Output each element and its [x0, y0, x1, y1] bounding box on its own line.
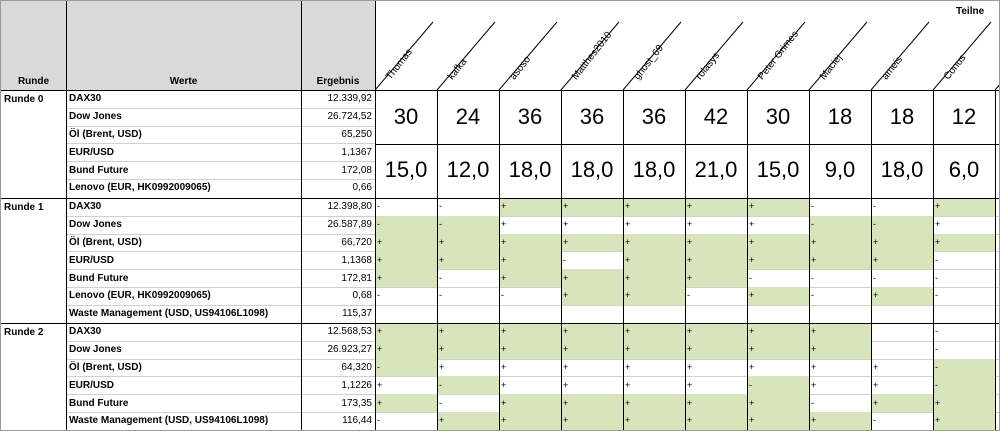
- row-value: 173,35: [341, 397, 372, 409]
- score-average: 12,0: [446, 157, 490, 183]
- participant-name: Peter Grimes: [755, 28, 801, 83]
- prediction-cell: +: [685, 198, 747, 216]
- prediction-cell: +: [563, 379, 569, 390]
- prediction-cell: +: [499, 412, 561, 430]
- participant-name: Conus: [941, 52, 969, 83]
- prediction-cell: +: [499, 341, 561, 359]
- prediction-cell: +: [625, 219, 631, 230]
- column-divider: [375, 1, 376, 430]
- prediction-cell: +: [439, 361, 445, 372]
- score-average: 15,0: [384, 157, 428, 183]
- row-value: 172,08: [341, 164, 372, 176]
- prediction-cell: -: [437, 376, 499, 394]
- prediction-cell: +: [625, 379, 631, 390]
- row-label: EUR/USD: [69, 146, 115, 158]
- prediction-cell: -: [439, 201, 442, 212]
- prediction-cell: +: [437, 341, 499, 359]
- prediction-cell: +: [561, 323, 623, 341]
- prediction-cell: -: [935, 254, 938, 265]
- prediction-cell: +: [623, 269, 685, 287]
- row-label: DAX30: [69, 93, 102, 105]
- score-average: 18,0: [880, 157, 924, 183]
- column-divider: [747, 90, 748, 430]
- prediction-cell: +: [933, 198, 995, 216]
- prediction-cell: +: [685, 323, 747, 341]
- prediction-cell: +: [437, 234, 499, 252]
- prediction-cell: -: [873, 272, 876, 283]
- prediction-cell: -: [687, 290, 690, 301]
- prediction-cell: -: [439, 290, 442, 301]
- prediction-cell: -: [811, 201, 814, 212]
- prediction-cell: +: [747, 234, 809, 252]
- row-label: Öl (Brent, USD): [69, 361, 142, 373]
- prediction-cell: -: [811, 272, 814, 283]
- prediction-cell: +: [623, 234, 685, 252]
- prediction-cell: +: [375, 269, 437, 287]
- participant-name: ghost_69: [631, 42, 666, 83]
- prediction-cell: +: [501, 219, 507, 230]
- prediction-cell: -: [873, 201, 876, 212]
- row-value: 115,37: [342, 308, 372, 320]
- prediction-cell: +: [809, 251, 871, 269]
- prediction-cell: +: [501, 361, 507, 372]
- row-divider: [66, 161, 375, 162]
- row-label: Dow Jones: [69, 344, 122, 356]
- prediction-cell: +: [561, 269, 623, 287]
- score-points: 36: [517, 103, 543, 129]
- prediction-cell: -: [439, 272, 442, 283]
- prediction-cell: -: [563, 254, 566, 265]
- participant-name: asoso: [507, 54, 534, 83]
- header-werte: Werte: [169, 76, 198, 87]
- prediction-cell: +: [687, 361, 693, 372]
- row-value: 12.339,92: [327, 93, 372, 105]
- prediction-cell: +: [623, 412, 685, 430]
- prediction-cell: +: [561, 341, 623, 359]
- row-label: Öl (Brent, USD): [69, 236, 142, 248]
- row-value: 1,1368: [341, 254, 372, 266]
- prediction-cell: -: [935, 290, 938, 301]
- prediction-cell: -: [935, 272, 938, 283]
- row-divider: [66, 108, 375, 109]
- prediction-cell: +: [685, 269, 747, 287]
- prediction-cell: +: [623, 198, 685, 216]
- column-divider: [301, 1, 302, 430]
- prediction-cell: +: [437, 412, 499, 430]
- prediction-cell: +: [375, 251, 437, 269]
- row-label: Lenovo (EUR, HK0992009065): [69, 182, 211, 194]
- header-runde: Runde: [17, 76, 50, 87]
- column-divider: [933, 90, 934, 430]
- row-value: 0,68: [352, 290, 372, 302]
- prediction-cell: +: [561, 287, 623, 305]
- prediction-cell: +: [871, 251, 933, 269]
- column-divider: [561, 90, 562, 430]
- prediction-cell: -: [437, 216, 499, 234]
- prediction-cell: +: [685, 341, 747, 359]
- prediction-cell: -: [933, 359, 995, 377]
- row-value: 65,250: [341, 128, 372, 140]
- prediction-cell: +: [687, 219, 693, 230]
- score-points: 30: [765, 103, 791, 129]
- prediction-cell: +: [501, 379, 507, 390]
- prediction-cell: +: [437, 251, 499, 269]
- column-divider: [995, 90, 996, 430]
- score-average: 18,0: [508, 157, 552, 183]
- prediction-cell: -: [811, 397, 814, 408]
- prediction-cell: +: [811, 379, 817, 390]
- row-label: Waste Management (USD, US94106L1098): [69, 308, 269, 320]
- row-label: Dow Jones: [69, 219, 122, 231]
- prediction-cell: [871, 341, 933, 359]
- prediction-cell: +: [437, 323, 499, 341]
- prediction-cell: +: [873, 379, 879, 390]
- prediction-cell: +: [499, 251, 561, 269]
- prediction-cell: +: [561, 234, 623, 252]
- prediction-cell: +: [685, 234, 747, 252]
- prediction-cell: +: [499, 323, 561, 341]
- prediction-cell: +: [563, 361, 569, 372]
- prediction-cell: +: [623, 287, 685, 305]
- prediction-cell: -: [375, 216, 437, 234]
- prediction-cell: +: [809, 234, 871, 252]
- prediction-cell: +: [499, 394, 561, 412]
- row-label: Bund Future: [69, 164, 129, 176]
- row-divider: [66, 143, 375, 144]
- row-label: DAX30: [69, 326, 102, 338]
- row-value: 12.398,80: [327, 201, 372, 213]
- prediction-cell: +: [747, 412, 809, 430]
- prediction-cell: +: [747, 323, 809, 341]
- prediction-cell: +: [375, 341, 437, 359]
- prediction-cell: +: [871, 394, 933, 412]
- prediction-cell: +: [747, 198, 809, 216]
- score-average: 18,0: [632, 157, 676, 183]
- score-points: 18: [827, 103, 853, 129]
- prediction-cell: +: [747, 251, 809, 269]
- round-title: Runde 1: [4, 202, 44, 213]
- row-value: 1,1226: [341, 379, 372, 391]
- row-label: EUR/USD: [69, 379, 115, 391]
- prediction-cell: +: [375, 323, 437, 341]
- round-title: Runde 0: [4, 94, 44, 105]
- score-average: 9,0: [824, 157, 856, 183]
- row-divider: [66, 305, 999, 306]
- row-divider: [66, 126, 375, 127]
- prediction-cell: +: [561, 198, 623, 216]
- prediction-cell: +: [809, 412, 871, 430]
- prediction-cell: +: [749, 219, 755, 230]
- prediction-cell: +: [561, 412, 623, 430]
- prediction-cell: +: [873, 361, 879, 372]
- round-divider: [1, 323, 999, 324]
- prediction-cell: -: [501, 290, 504, 301]
- row-value: 12.568,53: [327, 326, 372, 338]
- prediction-cell: -: [811, 290, 814, 301]
- participant-name: kafka: [445, 56, 470, 83]
- prediction-cell: +: [561, 394, 623, 412]
- participant-name: Maciej: [817, 52, 845, 83]
- score-average: 21,0: [694, 157, 738, 183]
- prediction-cell: -: [933, 376, 995, 394]
- column-divider: [437, 90, 438, 430]
- prediction-cell: +: [749, 361, 755, 372]
- prediction-cell: -: [377, 290, 380, 301]
- row-value: 172,81: [341, 272, 372, 284]
- prediction-cell: +: [377, 379, 383, 390]
- prediction-cell: +: [623, 323, 685, 341]
- prediction-cell: +: [933, 234, 995, 252]
- prediction-cell: -: [749, 272, 752, 283]
- row-divider: [66, 179, 375, 180]
- prediction-cell: +: [687, 379, 693, 390]
- row-value: 116,44: [342, 415, 372, 427]
- score-points: 30: [393, 103, 419, 129]
- row-label: Lenovo (EUR, HK0992009065): [69, 290, 211, 302]
- score-points: 36: [579, 103, 605, 129]
- participant-name: Thomas: [383, 46, 415, 83]
- score-divider: [375, 144, 999, 145]
- prediction-cell: -: [871, 216, 933, 234]
- score-points: 24: [455, 103, 481, 129]
- prediction-cell: -: [747, 376, 809, 394]
- prediction-cell: -: [809, 216, 871, 234]
- prediction-cell: +: [499, 198, 561, 216]
- prediction-cell: +: [499, 269, 561, 287]
- score-points: 12: [951, 103, 977, 129]
- row-value: 26.724,52: [327, 111, 372, 123]
- row-value: 64,320: [341, 361, 372, 373]
- participant-name: Matthes2010: [569, 29, 615, 83]
- column-divider: [809, 90, 810, 430]
- row-label: EUR/USD: [69, 254, 115, 266]
- prediction-cell: +: [871, 234, 933, 252]
- prediction-cell: +: [685, 412, 747, 430]
- row-label: DAX30: [69, 201, 102, 213]
- prediction-cell: +: [811, 361, 817, 372]
- row-label: Bund Future: [69, 397, 129, 409]
- row-value: 26.923,27: [327, 344, 372, 356]
- prediction-cell: +: [685, 251, 747, 269]
- prediction-cell: +: [623, 341, 685, 359]
- score-average: 15,0: [756, 157, 800, 183]
- participant-name: ameis: [879, 54, 906, 83]
- prediction-cell: -: [935, 344, 938, 355]
- prediction-cell: -: [377, 415, 380, 426]
- row-label: Dow Jones: [69, 111, 122, 123]
- prediction-cell: +: [809, 341, 871, 359]
- header-ergebnis: Ergebnis: [316, 76, 360, 87]
- prediction-cell: -: [375, 359, 437, 377]
- prediction-cell: +: [809, 323, 871, 341]
- prediction-cell: +: [375, 234, 437, 252]
- prediction-cell: -: [377, 201, 380, 212]
- prediction-cell: -: [873, 415, 876, 426]
- score-points: 18: [889, 103, 915, 129]
- prediction-cell: +: [375, 394, 437, 412]
- participant-name: rolasys: [693, 50, 723, 83]
- prediction-cell: -: [935, 326, 938, 337]
- row-label: Öl (Brent, USD): [69, 128, 142, 140]
- score-points: 42: [703, 103, 729, 129]
- row-label: Waste Management (USD, US94106L1098): [69, 415, 269, 427]
- column-divider: [66, 1, 67, 430]
- prediction-cell: +: [623, 394, 685, 412]
- round-title: Runde 2: [4, 327, 44, 338]
- prediction-cell: +: [933, 394, 995, 412]
- prediction-cell: +: [747, 394, 809, 412]
- row-value: 26.587,89: [327, 219, 372, 231]
- prediction-cell: [871, 323, 933, 341]
- column-divider: [685, 90, 686, 430]
- column-divider: [623, 90, 624, 430]
- prediction-cell: -: [439, 397, 442, 408]
- prediction-cell: +: [625, 361, 631, 372]
- score-points: 36: [641, 103, 667, 129]
- prediction-cell: +: [935, 219, 941, 230]
- row-label: Bund Future: [69, 272, 129, 284]
- prediction-cell: +: [563, 219, 569, 230]
- prediction-cell: +: [623, 251, 685, 269]
- prediction-cell: +: [685, 394, 747, 412]
- row-value: 1,1367: [341, 146, 372, 158]
- row-value: 0,66: [352, 182, 372, 194]
- header-teilnehmer: Teilne: [956, 6, 985, 17]
- prediction-cell: +: [499, 234, 561, 252]
- row-value: 66,720: [341, 236, 372, 248]
- column-divider: [871, 90, 872, 430]
- score-average: 18,0: [570, 157, 614, 183]
- prediction-cell: +: [871, 287, 933, 305]
- round-divider: [1, 198, 999, 199]
- score-average: 6,0: [948, 157, 980, 183]
- round-divider: [1, 90, 999, 91]
- prediction-cell: +: [747, 287, 809, 305]
- column-divider: [499, 90, 500, 430]
- prediction-cell: +: [747, 341, 809, 359]
- prediction-cell: +: [933, 412, 995, 430]
